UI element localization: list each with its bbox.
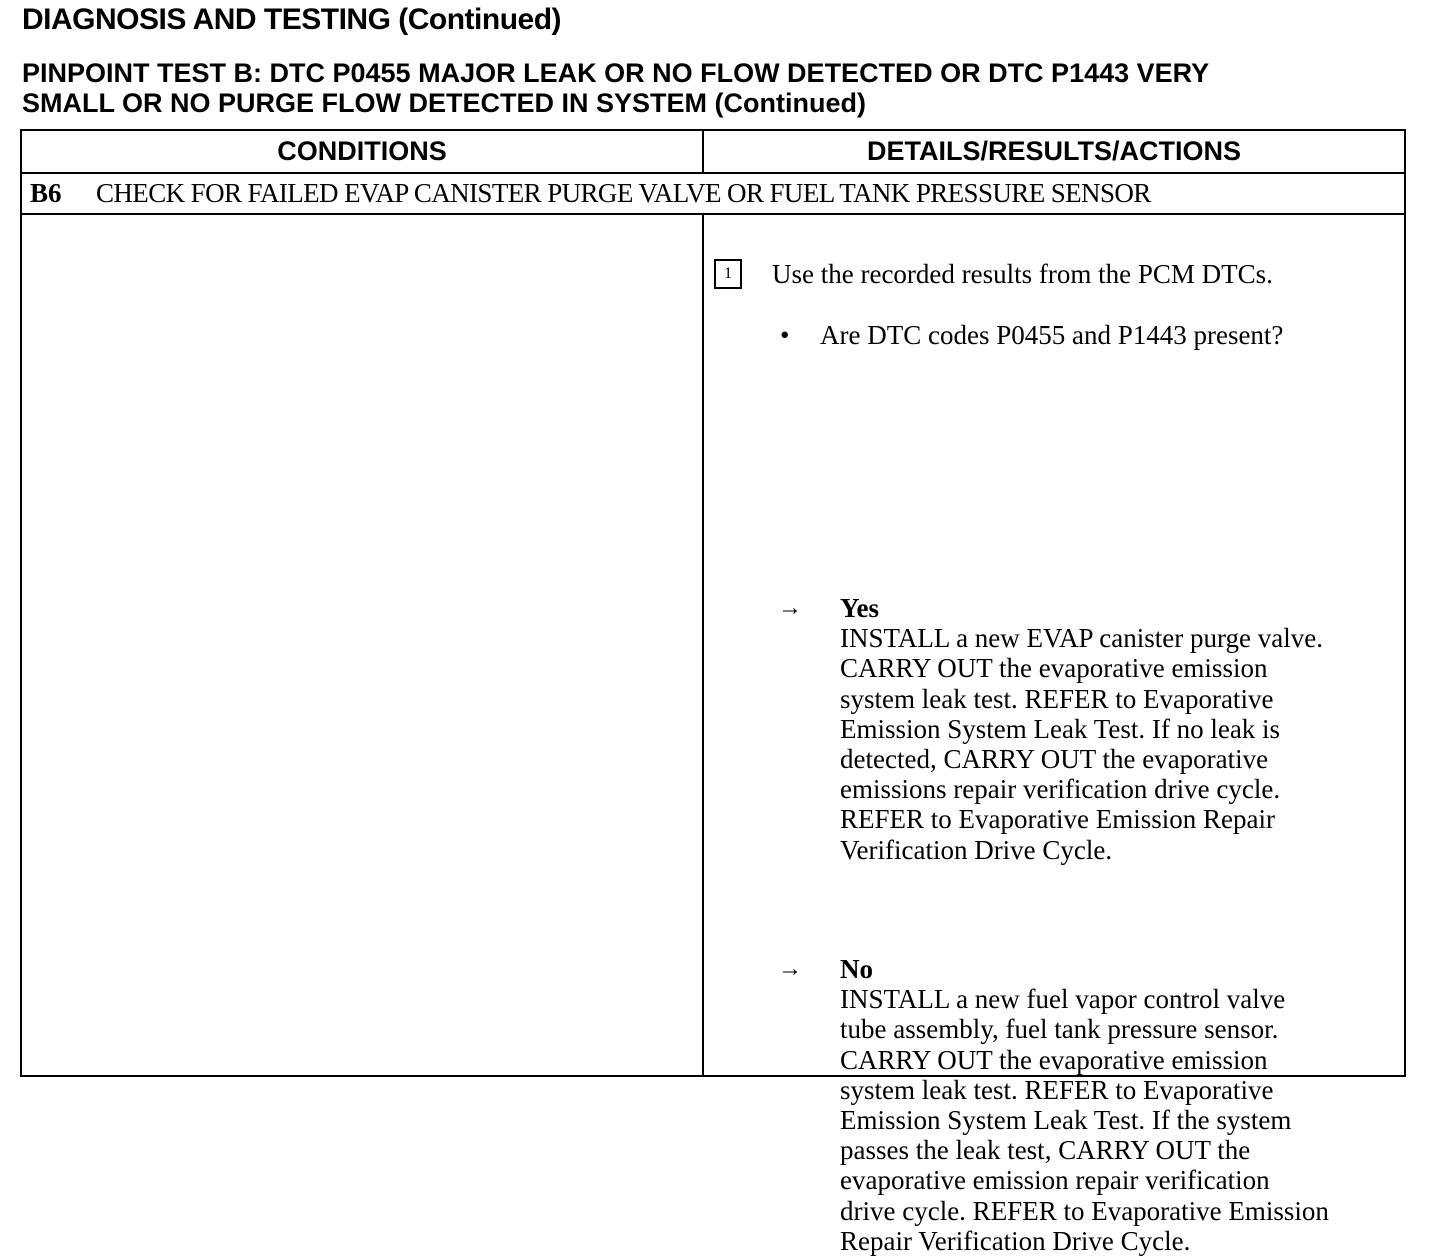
column-divider: [702, 131, 704, 172]
result-line: INSTALL a new EVAP canister purge valve.: [840, 623, 1323, 654]
result-line: Repair Verification Drive Cycle.: [840, 1225, 1191, 1256]
page-title: DIAGNOSIS AND TESTING (Continued): [22, 3, 562, 36]
result-line: INSTALL a new fuel vapor control valve: [840, 984, 1286, 1015]
result-line: detected, CARRY OUT the evaporative: [840, 744, 1269, 775]
step-number-box: 1: [714, 259, 742, 289]
question-text: Are DTC codes P0455 and P1443 present?: [820, 320, 1284, 350]
result-line: Emission System Leak Test. If the system: [840, 1105, 1292, 1136]
result-line: Verification Drive Cycle.: [840, 834, 1113, 865]
result-line: system leak test. REFER to Evaporative: [840, 683, 1274, 714]
result-line: CARRY OUT the evaporative emission: [840, 653, 1268, 684]
result-line: REFER to Evaporative Emission Repair: [840, 804, 1275, 835]
step-id: B6: [30, 178, 62, 208]
result-line: system leak test. REFER to Evaporative: [840, 1074, 1274, 1105]
result-label: No: [840, 954, 873, 984]
result-line: emissions repair verification drive cycle.: [840, 774, 1281, 805]
result-line: Emission System Leak Test. If no leak is: [840, 713, 1281, 744]
test-title-line: SMALL OR NO PURGE FLOW DETECTED IN SYSTEM (Continued): [22, 88, 866, 118]
step-row: [22, 174, 1404, 215]
result-line: drive cycle. REFER to Evaporative Emission: [840, 1195, 1329, 1226]
result-line: tube assembly, fuel tank pressure sensor.: [840, 1014, 1279, 1045]
bullet-icon: •: [780, 320, 790, 350]
arrow-right-icon: →: [778, 595, 802, 621]
result-line: evaporative emission repair verification: [840, 1165, 1270, 1196]
test-title-line: PINPOINT TEST B: DTC P0455 MAJOR LEAK OR NO FLOW DETECTED OR DTC P1443 VERY: [22, 58, 1210, 88]
conditions-header: CONDITIONS: [277, 136, 447, 166]
step-title: CHECK FOR FAILED EVAP CANISTER PURGE VALVE OR FUEL TANK PRESSURE SENSOR: [96, 178, 1151, 208]
instruction-text: Use the recorded results from the PCM DTCs.: [772, 259, 1273, 289]
result-yes: [840, 593, 1400, 865]
table-header-row: [22, 131, 1404, 174]
result-label: Yes: [840, 593, 879, 623]
result-no: [840, 954, 1400, 1256]
result-line: passes the leak test, CARRY OUT the: [840, 1135, 1251, 1166]
details-header: DETAILS/RESULTS/ACTIONS: [866, 136, 1241, 166]
arrow-right-icon: →: [778, 956, 802, 982]
test-title: [22, 58, 1422, 118]
result-line: CARRY OUT the evaporative emission: [840, 1044, 1268, 1075]
pinpoint-test-table: [20, 129, 1406, 1256]
details-cell: [704, 215, 1404, 1256]
